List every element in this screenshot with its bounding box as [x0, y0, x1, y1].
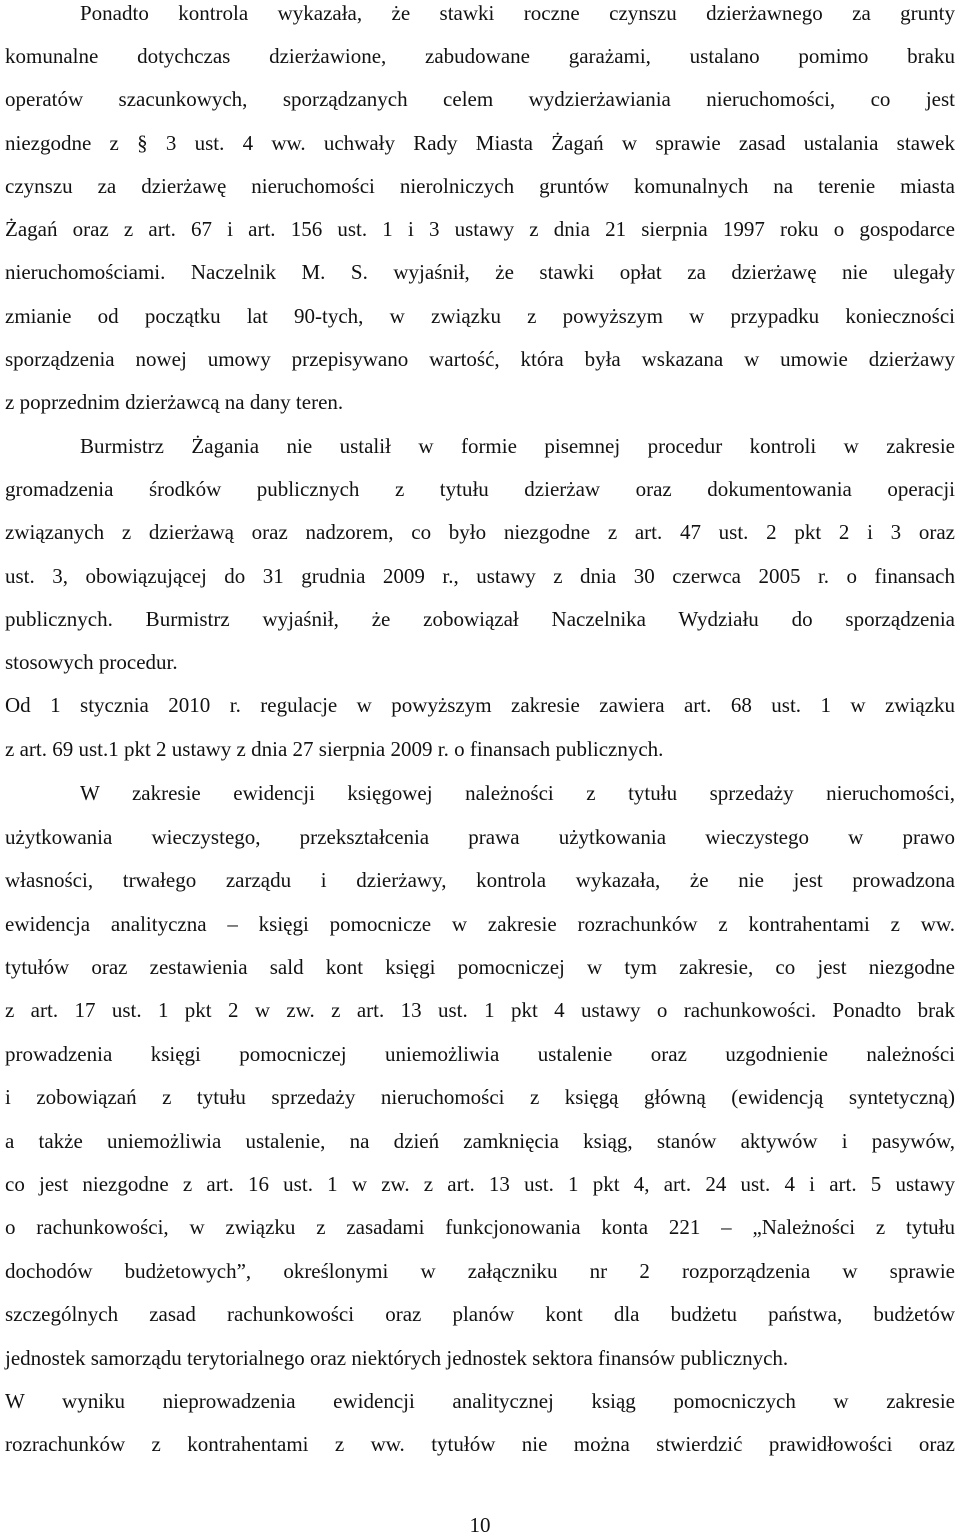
text-line: Ponadto kontrola wykazała, że stawki roczne czynszu dzierżawnego za grunty: [80, 1, 955, 25]
text-line: W zakresie ewidencji księgowej należności z tytułu sprzedaży nieruchomości,: [80, 781, 955, 805]
text-line: Burmistrz Żagania nie ustalił w formie pisemnej procedur kontroli w zakresie: [80, 434, 955, 458]
text-line: publicznych. Burmistrz wyjaśnił, że zobowiązał Naczelnika Wydziału do sporządzenia: [5, 607, 955, 631]
text-line: szczególnych zasad rachunkowości oraz planów kont dla budżetu państwa, budżetów: [5, 1302, 955, 1326]
text-line: o rachunkowości, w związku z zasadami funkcjonowania konta 221 – „Należności z tytułu: [5, 1215, 955, 1239]
text-line: prowadzenia księgi pomocniczej uniemożliwia ustalenie oraz uzgodnienie należności: [5, 1042, 955, 1066]
text-line: niezgodne z § 3 ust. 4 ww. uchwały Rady Miasta Żagań w sprawie zasad ustalania stawek: [5, 131, 955, 155]
text-line: własności, trwałego zarządu i dzierżawy, kontrola wykazała, że nie jest prowadzona: [5, 868, 955, 892]
text-line: sporządzenia nowej umowy przepisywano wartość, która była wskazana w umowie dzierżawy: [5, 347, 955, 371]
text-line: operatów szacunkowych, sporządzanych celem wydzierżawiania nieruchomości, co jest: [5, 87, 955, 111]
text-line: czynszu za dzierżawę nieruchomości nierolniczych gruntów komunalnych na terenie miasta: [5, 174, 955, 198]
text-line: nieruchomościami. Naczelnik M. S. wyjaśnił, że stawki opłat za dzierżawę nie ulegały: [5, 260, 955, 284]
text-line: co jest niezgodne z art. 16 ust. 1 w zw. z art. 13 ust. 1 pkt 4, art. 24 ust. 4 i art. 5 ustawy: [5, 1172, 955, 1196]
text-line: komunalne dotychczas dzierżawione, zabudowane garażami, ustalano pomimo braku: [5, 44, 955, 68]
text-line: Żagań oraz z art. 67 i art. 156 ust. 1 i 3 ustawy z dnia 21 sierpnia 1997 roku o gospodarce: [5, 217, 955, 241]
text-line: a także uniemożliwia ustalenie, na dzień zamknięcia ksiąg, stanów aktywów i pasywów,: [5, 1129, 955, 1153]
text-line: ewidencja analityczna – księgi pomocnicze w zakresie rozrachunków z kontrahentami z ww.: [5, 912, 955, 936]
text-line: i zobowiązań z tytułu sprzedaży nieruchomości z księgą główną (ewidencją syntetyczną): [5, 1085, 955, 1109]
text-line: W wyniku nieprowadzenia ewidencji analitycznej ksiąg pomocniczych w zakresie: [5, 1389, 955, 1413]
page-number: 10: [469, 1513, 491, 1537]
text-line: jednostek samorządu terytorialnego oraz niektórych jednostek sektora finansów publicznych.: [5, 1346, 789, 1370]
text-line: użytkowania wieczystego, przekształcenia prawa użytkowania wieczystego w prawo: [5, 825, 955, 849]
text-line: z art. 17 ust. 1 pkt 2 w zw. z art. 13 ust. 1 pkt 4 ustawy o rachunkowości. Ponadto brak: [5, 998, 955, 1022]
text-line: stosowych procedur.: [5, 650, 178, 674]
text-line: związanych z dzierżawą oraz nadzorem, co było niezgodne z art. 47 ust. 2 pkt 2 i 3 oraz: [5, 520, 955, 544]
text-line: z poprzednim dzierżawcą na dany teren.: [5, 390, 344, 414]
text-line: zmianie od początku lat 90-tych, w związku z powyższym w przypadku konieczności: [5, 304, 955, 328]
text-line: ust. 3, obowiązującej do 31 grudnia 2009 r., ustawy z dnia 30 czerwca 2005 r. o finansach: [5, 564, 955, 588]
text-line: dochodów budżetowych”, określonymi w załączniku nr 2 rozporządzenia w sprawie: [5, 1259, 955, 1283]
text-line: tytułów oraz zestawienia sald kont księgi pomocniczej w tym zakresie, co jest niezgodne: [5, 955, 955, 979]
text-line: z art. 69 ust.1 pkt 2 ustawy z dnia 27 sierpnia 2009 r. o finansach publicznych.: [5, 737, 664, 761]
text-line: gromadzenia środków publicznych z tytułu dzierżaw oraz dokumentowania operacji: [5, 477, 955, 501]
text-line: Od 1 stycznia 2010 r. regulacje w powyższym zakresie zawiera art. 68 ust. 1 w związku: [5, 693, 955, 717]
text-line: rozrachunków z kontrahentami z ww. tytułów nie można stwierdzić prawidłowości oraz: [5, 1432, 955, 1456]
